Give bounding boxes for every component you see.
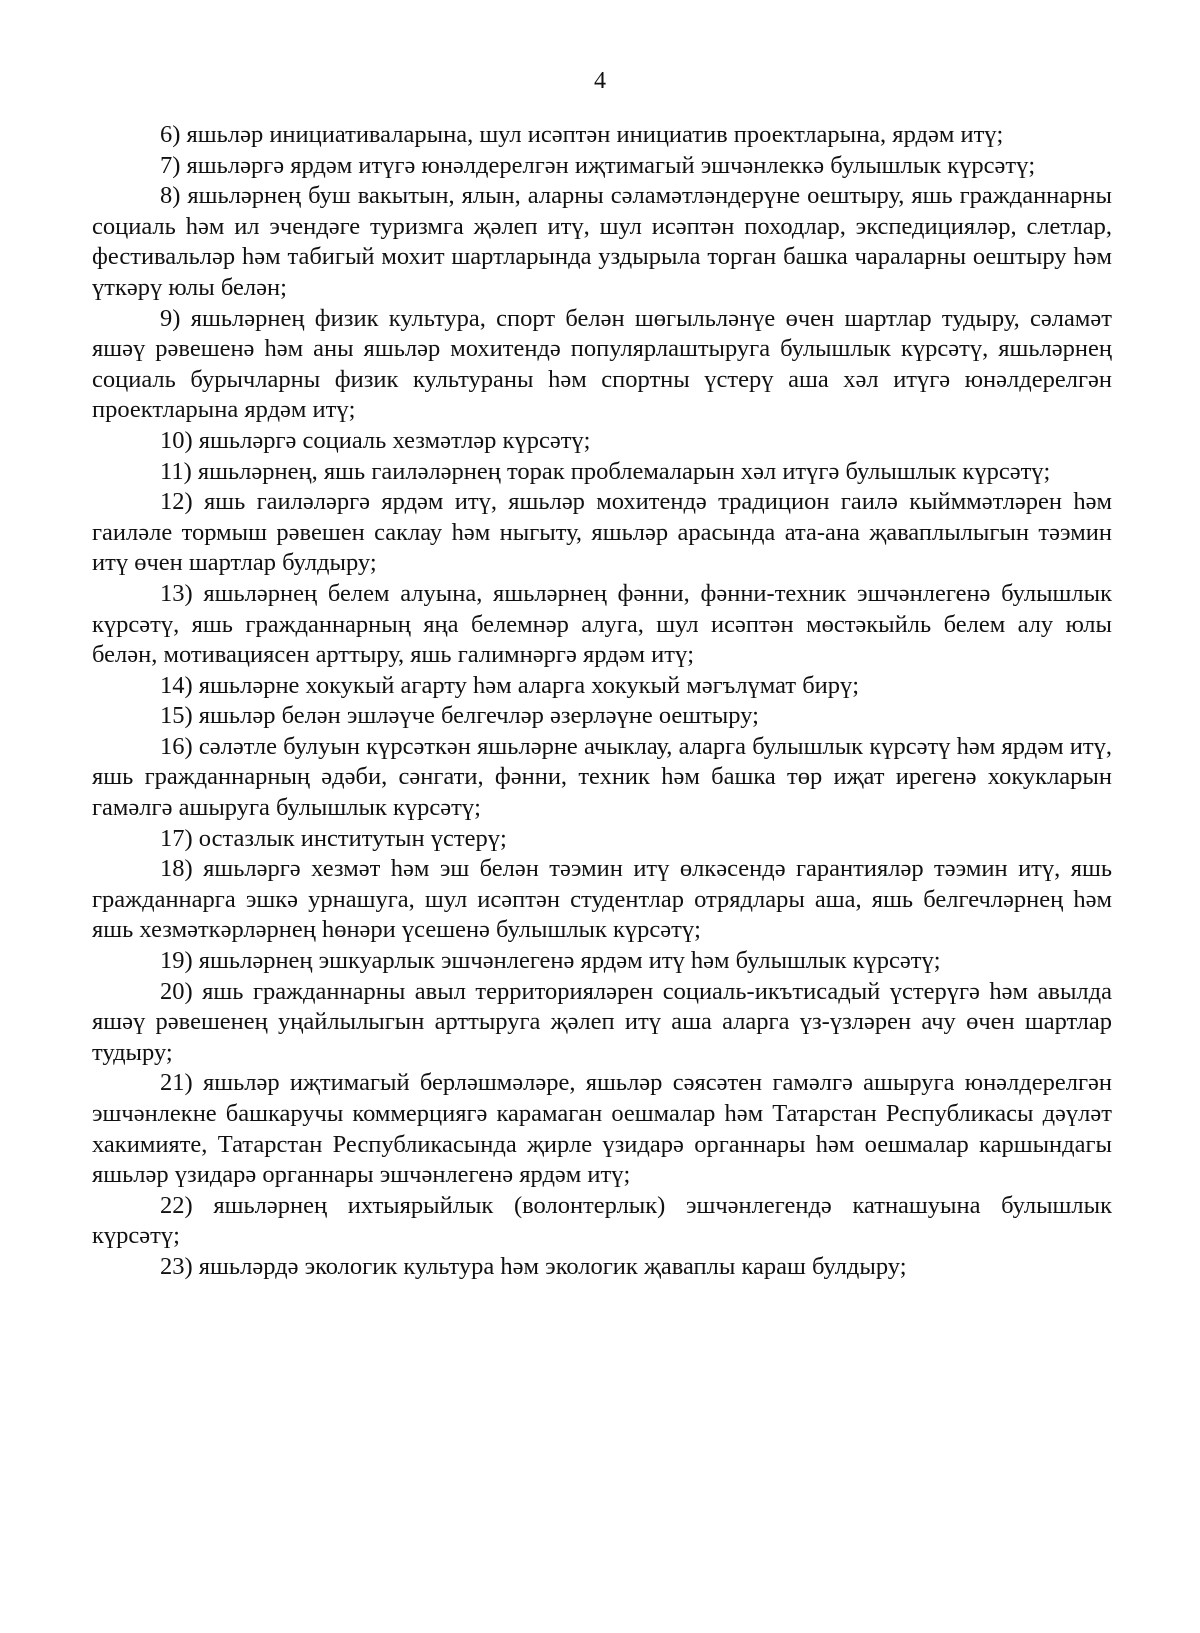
list-item: 8) яшьләрнең буш вакытын, ялын, аларны сәламәтләндерүне оештыру, яшь гражданнарны социаль һәм ил эчендәге туризмга җәлеп итү, шул исәптән походлар, экспедицияләр, слетлар, фестивальләр һәм табигый мохит шартларында уздырыла торган башка чараларны оештыру һәм үткәрү юлы белән; [92,182,1112,301]
list-item: 13) яшьләрнең белем алуына, яшьләрнең фәнни, фәнни-техник эшчәнлегенә булышлык күрсәтү, яшь гражданнарның яңа белемнәр алуга, шул исәптән мөстәкыйль белем алу юлы белән, мотивациясен арттыру, яшь галимнәргә ярдәм итү; [92,579,1112,669]
list-item: 14) яшьләрне хокукый агарту һәм аларга хокукый мәгълүмат бирү; [160,671,860,699]
list-item: 9) яшьләрнең физик культура, спорт белән шөгыльләнүе өчен шартлар тудыру, сәламәт яшәү рәвешенә һәм аны яшьләр мохитендә популярлаштыруга булышлык күрсәтү, яшьләрнең социаль бурычларны физик культураны һәм спортны үстерү аша хәл итүгә юнәлдерелгән проектларына ярдәм итү; [92,304,1112,424]
list-item: 16) сәләтле булуын күрсәткән яшьләрне ачыклау, аларга булышлык күрсәтү һәм ярдәм итү, яшь гражданнарның әдәби, сәнгати, фәнни, техник һәм башка төр иҗат ирегенә хокукларын гамәлгә ашыруга булышлык күрсәтү; [92,732,1112,822]
list-item: 17) остазлык институтын үстерү; [160,824,507,852]
document-body [92,120,1112,1283]
page-number: 4 [594,68,606,94]
list-item: 15) яшьләр белән эшләүче белгечләр әзерләүне оештыру; [160,702,759,730]
list-item: 6) яшьләр инициативаларына, шул исәптән инициатив проектларына, ярдәм итү; [160,121,1004,148]
list-item: 10) яшьләргә социаль хезмәтләр күрсәтү; [160,426,591,454]
list-item: 22) яшьләрнең ихтыярыйлык (волонтерлык) эшчәнлегендә катнашуына булышлык күрсәтү; [92,1191,1112,1250]
list-item: 18) яшьләргә хезмәт һәм эш белән тәэмин итү өлкәсендә гарантияләр тәэмин итү, яшь гражданнарга эшкә урнашуга, шул исәптән студентлар отрядлары аша, яшь белгечләрнең һәм яшь хезмәткәрләрнең һөнәри үсешенә булышлык күрсәтү; [92,855,1112,944]
list-item: 11) яшьләрнең, яшь гаиләләрнең торак проблемаларын хәл итүгә булышлык күрсәтү; [160,457,1051,485]
list-item: 21) яшьләр иҗтимагый берләшмәләре, яшьләр сәясәтен гамәлгә ашыруга юнәлдерелгән эшчәнлекне башкаручы коммерциягә карамаган оешмалар һәм Татарстан Республикасы дәүләт хакимияте, Татарстан Республикасында җирле үзидарә органнары һәм оешмалар каршындагы яшьләр үзидарә органнары эшчәнлегенә ярдәм итү; [92,1069,1112,1189]
list-item: 7) яшьләргә ярдәм итүгә юнәлдерелгән иҗтимагый эшчәнлеккә булышлык күрсәтү; [160,151,1036,179]
list-item: 19) яшьләрнең эшкуарлык эшчәнлегенә ярдәм итү һәм булышлык күрсәтү; [160,947,941,975]
list-item: 20) яшь гражданнарны авыл территорияләрен социаль-икътисадый үстерүгә һәм авылда яшәү рәвешенең уңайлылыгын арттыруга җәлеп итү аша аларга үз-үзләрен ачу өчен шартлар тудыру; [92,977,1112,1066]
list-item: 12) яшь гаиләләргә ярдәм итү, яшьләр мохитендә традицион гаилә кыйммәтләрен һәм гаиләле тормыш рәвешен саклау һәм ныгыту, яшьләр арасында ата-ана җаваплылыгын тәэмин итү өчен шартлар булдыру; [92,488,1112,577]
list-item: 23) яшьләрдә экологик культура һәм экологик җаваплы караш булдыру; [160,1252,907,1280]
